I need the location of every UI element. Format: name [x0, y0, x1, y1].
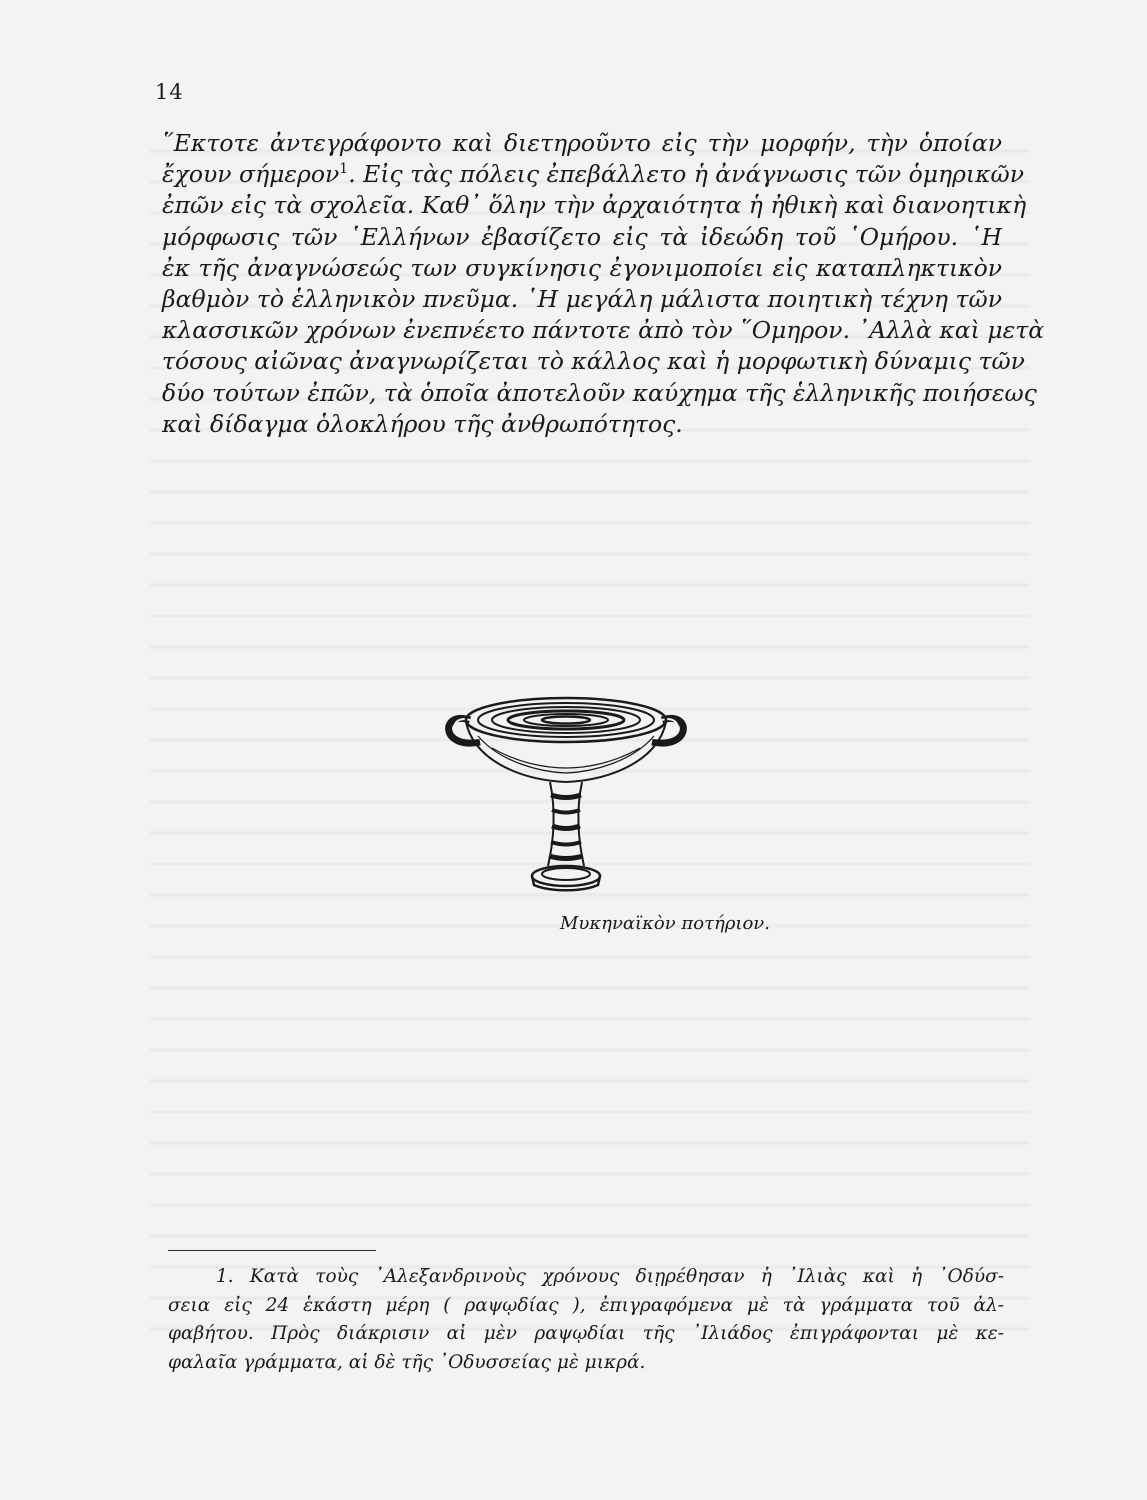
- text-line: [162, 159, 1025, 190]
- text-segment: . Εἰς τὰς πόλεις ἐπεβάλλετο ἡ ἀνάγνωσις τῶν ὁμηρικῶν: [348, 160, 1025, 189]
- text-line: βαθμὸν τὸ ἑλληνικὸν πνεῦμα. ῾Η μεγάλη μάλιστα ποιητικὴ τέχνη τῶν: [162, 285, 1002, 314]
- footnote-marker: 1: [339, 161, 349, 178]
- text-line: τόσους αἰῶνας ἀναγνωρίζεται τὸ κάλλος καὶ ἡ μορφωτικὴ δύναμις τῶν: [162, 347, 1025, 376]
- text-line: δύο τούτων ἐπῶν, τὰ ὁποῖα ἀποτελοῦν καύχημα τῆς ἑλληνικῆς ποιήσεως: [162, 378, 1037, 407]
- text-line: μόρφωσις τῶν ῾Ελλήνων ἐβασίζετο εἰς τὰ ἰδεώδη τοῦ ῾Ομήρου. ῾Η: [162, 222, 1002, 251]
- text-line: ῞Εκτοτε ἀντεγράφοντο καὶ διετηροῦντο εἰς τὴν μορφήν, τὴν ὁποίαν: [162, 129, 1002, 157]
- main-paragraph: [162, 128, 1045, 440]
- text-line: ἐκ τῆς ἀναγνώσεώς των συγκίνησις ἐγονιμοποίει εἰς καταπληκτικὸν: [162, 253, 1002, 282]
- text-segment: ἔχουν σήμερον: [162, 160, 340, 189]
- footnote-line: 1. Κατὰ τοὺς ᾽Αλεξανδρινοὺς χρόνους διῃρέθησαν ἡ ᾽Ιλιὰς καὶ ἡ ᾽Οδύσ-: [216, 1266, 1004, 1287]
- text-line: κλασσικῶν χρόνων ἐνεπνέετο πάντοτε ἀπὸ τὸν ῞Ομηρον. ᾽Αλλὰ καὶ μετὰ: [162, 316, 1045, 345]
- footnote-line: σεια εἰς 24 ἑκάστη μέρη ( ραψῳδίας ), ἐπιγραφόμενα μὲ τὰ γράμματα τοῦ ἀλ-: [168, 1294, 1004, 1316]
- figure-caption: Μυκηναϊκὸν ποτήριον.: [560, 913, 770, 934]
- page-number: 14: [155, 80, 184, 104]
- footnote-line: φαλαῖα γράμματα, αἱ δὲ τῆς ᾽Οδυσσείας μὲ μικρά.: [168, 1351, 646, 1373]
- kylix-icon: [430, 680, 730, 910]
- footnote-divider: [168, 1250, 376, 1251]
- footnote: [168, 1263, 1004, 1377]
- mycenaean-kylix-illustration: [430, 680, 730, 910]
- footnote-line: φαβήτου. Πρὸς διάκρισιν αἱ μὲν ραψῳδίαι τῆς ᾽Ιλιάδος ἐπιγράφονται μὲ κε-: [168, 1323, 1004, 1344]
- text-line: καὶ δίδαγμα ὁλοκλήρου τῆς ἀνθρωπότητος.: [162, 409, 683, 438]
- text-line: ἐπῶν εἰς τὰ σχολεῖα. Καθ᾽ ὅλην τὴν ἀρχαιότητα ἡ ἠθικὴ καὶ διανοητικὴ: [162, 191, 1027, 220]
